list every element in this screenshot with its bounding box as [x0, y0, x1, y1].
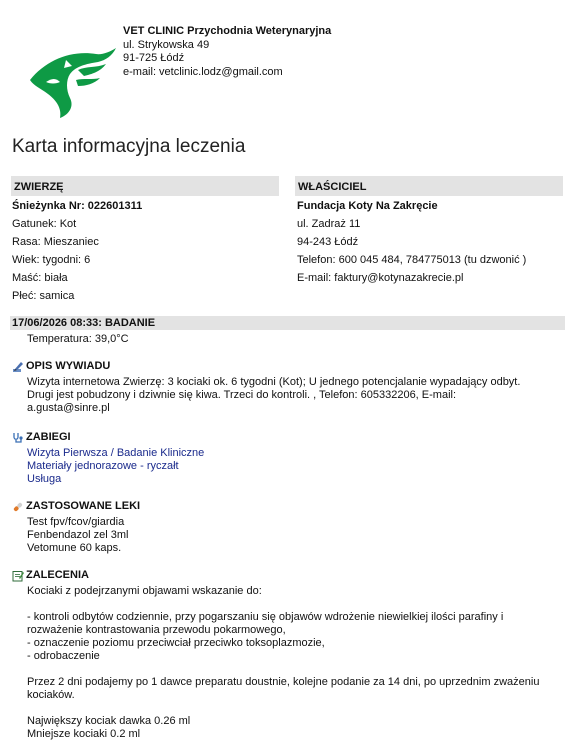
recommendations-text: [27, 585, 562, 741]
drugs-title: ZASTOSOWANE LEKI: [26, 500, 141, 512]
recommendation-line: Mniejsze kociaki 0.2 ml: [27, 728, 141, 740]
recommendation-line: - kontroli odbytów codziennie, przy pogarszaniu się objawów wdrożenie niewielkiej ilości parafiny i: [27, 611, 504, 623]
procedures-header: [12, 431, 71, 444]
owner-phone: Telefon: 600 045 484, 784775013 (tu dzwonić ): [297, 254, 527, 266]
interview-text: [27, 376, 562, 415]
recommendation-line: Kociaki z podejrzanymi objawami wskazanie do:: [27, 585, 262, 597]
drug-item: Fenbendazol zel 3ml: [27, 529, 129, 541]
clinic-city: 91-725 Łódź: [123, 52, 185, 64]
clinic-street: ul. Strykowska 49: [123, 38, 210, 51]
drug-item: Test fpv/fcov/giardia: [27, 516, 125, 528]
recommendations-title: ZALECENIA: [26, 569, 89, 581]
animal-sex: Płeć: samica: [12, 290, 75, 302]
animal-age: Wiek: tygodni: 6: [12, 254, 91, 266]
recommendation-line: kociaków.: [27, 689, 75, 701]
document-title: Karta informacyjna leczenia: [12, 136, 246, 157]
clinic-logo: [26, 40, 118, 120]
stethoscope-icon: [12, 432, 24, 444]
procedures-list: [27, 447, 562, 486]
recommendation-line: Największy kociak dawka 0.26 ml: [27, 715, 191, 727]
clinic-email: e-mail: vetclinic.lodz@gmail.com: [123, 65, 283, 78]
owner-city: 94-243 Łódź: [297, 236, 359, 248]
pen-icon: [12, 361, 24, 373]
recommendations-header: [12, 569, 89, 582]
animal-breed: Rasa: Mieszaniec: [12, 236, 99, 248]
owner-name: Fundacja Koty Na Zakręcie: [297, 200, 438, 212]
interview-line: a.gusta@sinre.pl: [27, 402, 110, 414]
procedure-item[interactable]: Wizyta Pierwsza / Badanie Kliniczne: [27, 447, 205, 459]
animal-species: Gatunek: Kot: [12, 218, 77, 230]
recommendation-line: rozważenie kontrastowania przewodu pokarmowego,: [27, 624, 286, 636]
owner-email: E-mail: faktury@kotynazakrecie.pl: [297, 272, 464, 284]
clinic-name: VET CLINIC Przychodnia Weterynaryjna: [123, 25, 332, 37]
visit-header: 17/06/2026 08:33: BADANIE: [10, 316, 565, 330]
owner-street: ul. Zadraż 11: [297, 218, 361, 230]
visit-temperature: Temperatura: 39,0°C: [27, 333, 129, 345]
recommendation-line: - odrobaczenie: [27, 650, 100, 662]
recommendation-spacer: [27, 702, 562, 715]
clinic-info: [123, 25, 331, 79]
notepad-icon: [12, 570, 24, 582]
recommendation-spacer: [27, 598, 562, 611]
recommendation-spacer: [27, 663, 562, 676]
recommendation-line: Przez 2 dni podajemy po 1 dawce preparatu doustnie, kolejne podanie za 14 dni, po uprzednim zważeniu: [27, 676, 540, 688]
pill-icon: [12, 501, 24, 513]
interview-header: [12, 360, 110, 373]
animal-section-header: ZWIERZĘ: [11, 176, 279, 196]
procedure-item[interactable]: Usługa: [27, 473, 62, 485]
procedures-title: ZABIEGI: [26, 431, 71, 443]
drug-item: Vetomune 60 kaps.: [27, 542, 122, 554]
drugs-list: [27, 516, 562, 555]
procedure-item[interactable]: Materiały jednorazowe - ryczałt: [27, 460, 179, 472]
animal-color: Maść: biała: [12, 272, 68, 284]
interview-title: OPIS WYWIADU: [26, 360, 111, 372]
interview-line: Drugi jest pobudzony i dziwnie się kiwa. Trzeci do kontroli. , Telefon: 605332206, E-mail:: [27, 389, 457, 401]
animal-name: Śnieżynka Nr: 022601311: [12, 200, 143, 212]
interview-line: Wizyta internetowa Zwierzę: 3 kociaki ok. 6 tygodni (Kot); U jednego potencjalanie wypadający odbyt.: [27, 376, 521, 388]
drugs-header: [12, 500, 140, 513]
recommendation-line: - oznaczenie poziomu przeciwciał przeciwko toksoplazmozie,: [27, 637, 325, 649]
owner-section-header: WŁAŚCICIEL: [295, 176, 563, 196]
